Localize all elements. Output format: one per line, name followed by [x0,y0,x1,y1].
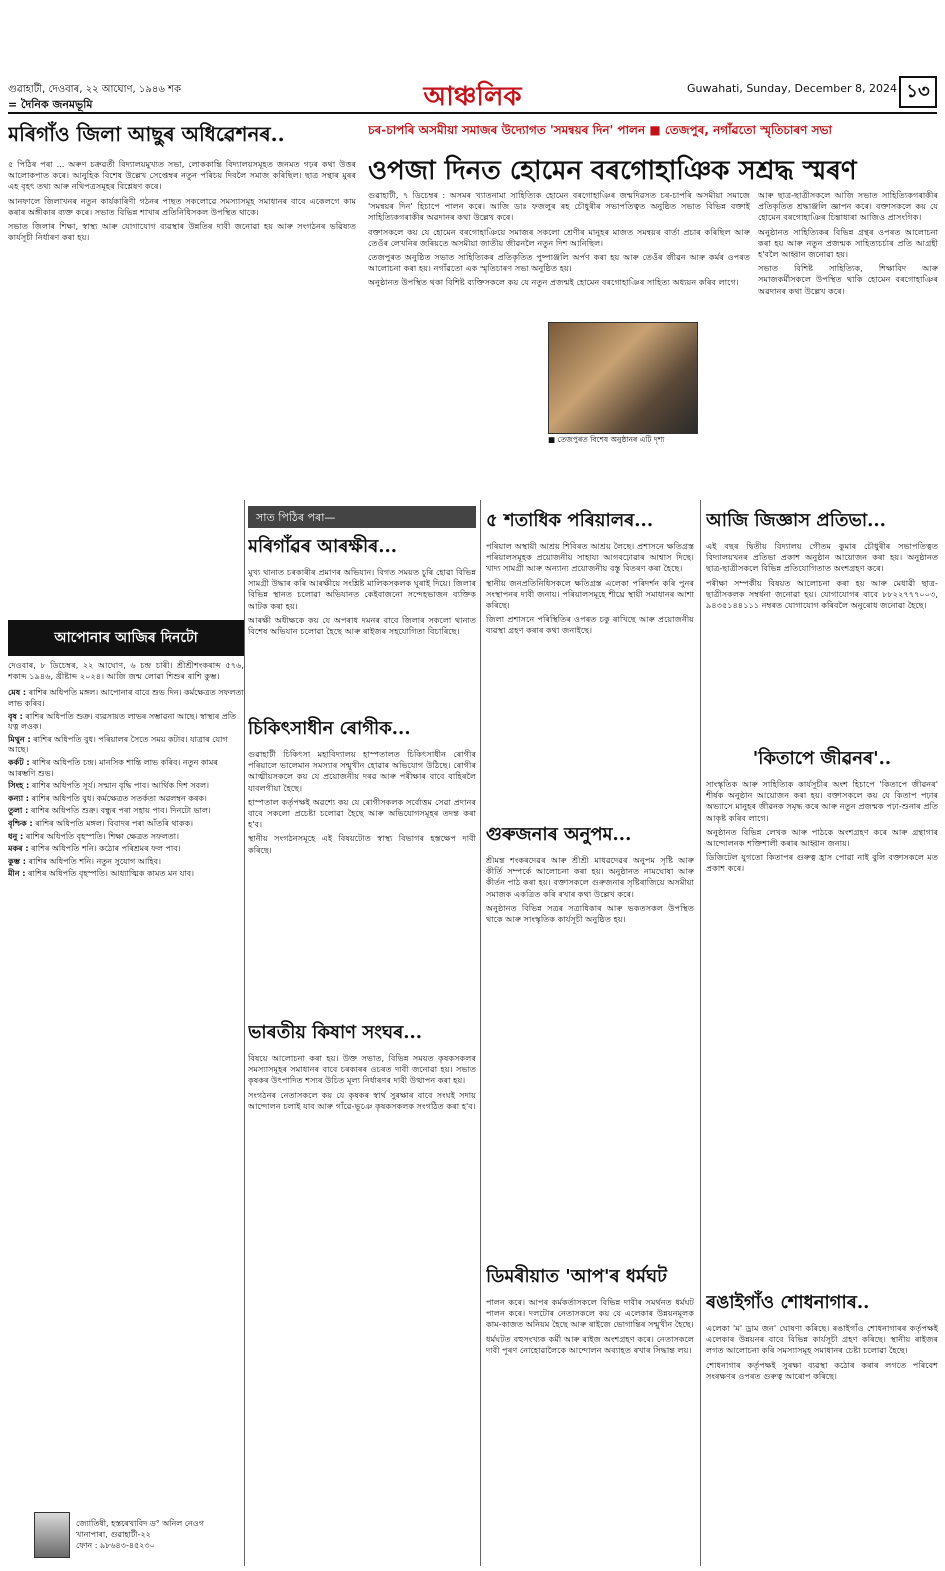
article-headline: ৫ শতাধিক পৰিয়ালৰ... [486,510,654,531]
photo-caption: ■ তেজপুৰত বিশেষ অনুষ্ঠানৰ এটি দৃশ্য [548,435,665,444]
rashi-item: মীন : ৰাশিৰ অধিপতি বৃহস্পতি। আধ্যাত্মিক কামত মন যাব। [8,869,194,879]
paragraph: এলেকা 'ম' ড্ৰাম জন' ঘোষণা কৰিছে। ৰঙাইগাঁও শোধনাগাৰৰ কৰ্তৃপক্ষই এলেকাৰ উন্নয়নৰ বাবে বিভিন্ন কাৰ্যসূচী গ্ৰহণ কৰিছে। স্থানীয় ৰাইজৰ লগত আলোচনা কৰি সমস্যাসমূহ সমাধানৰ চেষ্টা চলোৱা হৈছে। [706,1323,938,1356]
top-banner-subhead [368,122,940,150]
article-headline: ৰঙাইগাঁও শোধনাগাৰ.. [706,1292,870,1313]
article-guru [486,820,694,1080]
paragraph: হাস্পতাল কৰ্তৃপক্ষই অৱশ্যে কয় যে ৰোগীসকলক সৰ্বোত্তম সেৱা প্ৰদানৰ বাবে সকলো প্ৰচেষ্টা চলোৱা হৈছে আৰু অভিযোগসমূহৰ তদন্ত কৰা হ'ব। [248,796,476,830]
paragraph: এই বছৰ দ্বিতীয় বিদ্যালয় গৌতম কুমাৰ চৌধুৰীৰ সভাপতিত্বত বিদ্যালয়খনৰ প্ৰতিভা প্ৰকাশ অনুষ্ঠান আয়োজন কৰা হয়। অনুষ্ঠানত ছাত্ৰ-ছাত্ৰীসকলে বিভিন্ন প্ৰতিযোগিতাত অংশগ্ৰহণ কৰে। [706,541,938,574]
paragraph: ধৰ্মঘটত বহুসংখ্যক কৰ্মী আৰু ৰাইজ অংশগ্ৰহণ কৰে। নেতাসকলে দাবী পূৰণ নোহোৱালৈকে আন্দোলন অব্যাহত ৰখাৰ সিদ্ধান্ত লয়। [486,1333,694,1355]
paragraph: স্থানীয় জনপ্ৰতিনিধিসকলে ক্ষতিগ্ৰস্ত এলেকা পৰিদৰ্শন কৰি পুনৰ সংস্থাপনৰ দাবী জনায়। পৰিয়ালসমূহে শীঘ্ৰে স্থায়ী সমাধানৰ আশা কৰিছে। [486,577,694,611]
page-number: ১৩ [899,76,937,108]
page-continuation-banner: সাত পিঠিৰ পৰা— [248,506,476,528]
rashi-item: কুম্ভ : ৰাশিৰ অধিপতি শনি। নতুন সুযোগ আহিব। [8,856,161,866]
rashi-item: মেষ : ৰাশিৰ অধিপতি মঙ্গল। আপোনাৰ বাবে শুভ দিন। কৰ্মক্ষেত্ৰত সফলতা লাভ কৰিব। [8,688,244,708]
paragraph: পৰীক্ষা সম্পৰ্কীয় বিষয়ত আলোচনা কৰা হয় আৰু মেধাৱী ছাত্ৰ-ছাত্ৰীসকলক সম্বৰ্ধনা জনোৱা হয়। যোগাযোগৰ বাবে ৮৮২২৭৭৭০০৩, ৯৪৩৫১৪৪১১১ নম্বৰত যোগাযোগ কৰিবলৈ অনুৰোধ জনোৱা হৈছে। [706,577,938,611]
rashi-item: সিংহ : ৰাশিৰ অধিপতি সূৰ্য। সন্মান বৃদ্ধি পাব। আৰ্থিক দিশ সবল। [8,781,209,791]
paragraph: পালন কৰে। আপৰ কৰ্মকৰ্তাসকলে বিভিন্ন দাবীৰ সমৰ্থনত ধৰ্মঘট পালন কৰে। দলটোৰ নেতাসকলে কয় যে এলেকাৰ উন্নয়নমূলক কাম-কাজত অনিয়ম হৈছে আৰু ৰাইজে ভোগান্তিৰ সন্মুখীন হৈছে। [486,1297,694,1330]
top-banner-right [758,190,938,488]
paragraph: সভাত জিলাৰ শিক্ষা, স্বাস্থ্য আৰু যোগাযোগ ব্যৱস্থাৰ উন্নতিৰ দাবী জনোৱা হয় আৰু সংগঠনৰ ভৱিষ্যত কাৰ্যসূচী নিৰ্ধাৰণ কৰা হয়। [8,221,356,243]
article-kishan [248,1018,476,1566]
article-body [706,1323,938,1382]
article-morigaon-police [248,532,476,710]
article-kitap [706,744,938,1084]
paragraph: শোধনাগাৰ কৰ্তৃপক্ষই সুৰক্ষা ব্যৱস্থা কঠোৰ কৰাৰ লগতে পৰিবেশ সংৰক্ষণৰ ওপৰত গুৰুত্ব আৰোপ কৰিছে। [706,1359,938,1381]
headline: ওপজা দিনত হোমেন বৰগোহাঞিক সশ্ৰদ্ধ স্মৰণ [368,156,857,186]
paragraph: সংগঠনৰ নেতাসকলে কয় যে কৃষকৰ স্বাৰ্থ সুৰক্ষাৰ বাবে সংঘই সদায় আন্দোলন চলাই যাব আৰু গাঁৱে-ভূঞে কৃষকসকলক সংগঠিত কৰা হ'ব। [248,1089,476,1111]
article-body [248,567,476,637]
astrologer-phone: ফোন : ৯৮৬৪৩-৪৫২৩০ [76,1541,155,1550]
article-headline: মৰিগাঁৱৰ আৰক্ষীৰ... [248,536,398,557]
article-body [706,779,938,875]
date-left: গুৱাহাটী, দেওবাৰ, ২২ আঘোণ, ১৯৪৬ শক [8,84,181,95]
rashi-item: মকৰ : ৰাশিৰ অধিপতি শনি। কঠোৰ পৰিশ্ৰমৰ ফল পাব। [8,844,181,854]
article-body [248,1053,476,1112]
paragraph: ডিজিটেল যুগতো কিতাপৰ গুৰুত্ব হ্ৰাস পোৱা নাই বুলি বক্তাসকলে মত প্ৰকাশ কৰে। [706,852,938,874]
paragraph: স্থানীয় সংগঠনসমূহে এই বিষয়টোত স্বাস্থ্য বিভাগৰ হস্তক্ষেপ দাবী কৰিছে। [248,833,476,855]
masthead [0,0,945,112]
date-right: Guwahati, Sunday, December 8, 2024 [687,82,897,95]
article-headline: ভাৰতীয় কিষাণ সংঘৰ... [248,1022,423,1043]
article-body [248,749,476,856]
paragraph: মুখ্য থানাত চৰকাৰীৰ প্ৰমাণৰ অভিযান। বিগত সময়ত চুৰি হোৱা বিভিন্ন সামগ্ৰী উদ্ধাৰ কৰি আৰক্ষীয়ে সংশ্লিষ্ট মালিকসকলক ঘূৰাই দিয়ে। জিলাৰ বিভিন্ন স্থানত চলোৱা অভিযানত কেইবাজনো সন্দেহভাজন ব্যক্তিক আটক কৰা হয়। [248,567,476,611]
page-logo: আঞ্চলিক [423,82,522,112]
column-rule [480,500,481,1566]
paragraph: বিষয়ে আলোচনা কৰা হয়। উক্ত সভাত, বিভিন্ন সময়ত কৃষকসকলৰ সমস্যাসমূহৰ সমাধানৰ বাবে চৰকাৰৰ ওচৰত দাবী জনোৱা হয়। সভাত কৃষকৰ উৎপাদিত শস্যৰ উচিত মূল্য নিৰ্ধাৰণৰ দাবী উত্থাপন কৰা হয়। [248,1053,476,1086]
event-photo [548,322,698,434]
paragraph: পৰিয়াল অস্থায়ী আশ্ৰয় শিবিৰত আশ্ৰয় লৈছে। প্ৰশাসনে ক্ষতিগ্ৰস্ত পৰিয়ালসমূহক প্ৰয়োজনীয় সাহায্য আগবঢ়োৱাৰ আশ্বাস দিছে। খাদ্য সামগ্ৰী আৰু অন্যান্য প্ৰয়োজনীয় বস্তু বিতৰণ কৰা হৈছে। [486,541,694,574]
astrologer-name: জ্যোতিষী, হস্তৰেখাবিদ ড° অনিল নেওগ [76,1519,204,1528]
astrologer-photo [34,1512,70,1558]
paragraph: অনুষ্ঠানত বিভিন্ন সত্ৰৰ সত্ৰাধিকাৰ আৰু ভকতসকল উপস্থিত থাকে আৰু সাংস্কৃতিক কাৰ্যসূচী অনুষ্ঠিত হয়। [486,902,694,925]
astrologer-footer [76,1518,236,1551]
article-body [368,190,750,289]
rashi-item: মিথুন : ৰাশিৰ অধিপতি বুধ। পৰিয়ালৰ সৈতে সময় কটাব। যাত্ৰাৰ যোগ আছে। [8,734,228,755]
paragraph: আনফালে জিলাখনৰ নতুন কাৰ্যকাৰিণী গঠনৰ পাছত সকলোৱে সমস্যাসমূহ সমাধানৰ বাবে একেলগে কাম কৰাৰ অঙ্গীকাৰ ব্যক্ত কৰে। সভাত বিভিন্ন শাখাৰ প্ৰতিনিধিসকল উপস্থিত থাকে। [8,195,356,217]
article-body [486,855,694,925]
horoscope-intro: দেওবাৰ, ৮ ডিচেম্বৰ, ২২ আঘোণ, ৬ চন্দ্ৰ চাৰী। শ্ৰীশ্ৰীশংকৰাব্দ ৫৭৬, শকাব্দ ১৯৪৬, খ্ৰীষ্টাব্দ ২০২৪। আজি জন্ম লোৱা শিশুৰ ৰাশি কুম্ভ। [8,660,244,682]
paragraph: বক্তাসকলে কয় যে হোমেন বৰগোহাঞিয়ে সমাজৰ সকলো শ্ৰেণীৰ মানুহৰ মাজত সমন্বয়ৰ বাৰ্তা প্ৰচাৰ কৰিছিল আৰু তেওঁৰ লেখনিৰ জৰিয়তে অসমীয়া জাতীয় জীৱনলৈ নতুন দিশ আনিছিল। [368,226,750,248]
article-headline: ডিমৰীয়াত 'আপ'ৰ ধৰ্মঘট [486,1266,667,1287]
article-body [486,541,694,637]
column-rule [700,500,701,1566]
paragraph: আৰু ছাত্ৰ-ছাত্ৰীসকলে আজি সভাত সাহিত্যিকগৰাকীৰ প্ৰতিকৃতিত শ্ৰদ্ধাঞ্জলি জ্ঞাপন কৰে। বক্তাসকলে কয় যে হোমেন বৰগোহাঞিৰ চিন্তাধাৰা আজিও প্ৰাসংগিক। [758,190,938,223]
article-body [706,541,938,611]
article-rongagaon [706,1288,938,1564]
article-body [8,159,356,243]
brand-left: = দৈনিক জনমভূমি [8,98,93,111]
article-dimbari [486,1262,694,1566]
horoscope-panel [8,620,244,1564]
rashi-list [8,688,244,880]
paragraph: গুৱাহাটী চিকিৎসা মহাবিদ্যালয় হাস্পতালত চিকিৎসাধীন ৰোগীৰ পৰিয়ালে ভালেমান সমস্যাৰ সন্মুখীন হোৱাৰ অভিযোগ উঠিছে। ৰোগীৰ আত্মীয়সকলে কয় যে প্ৰয়োজনীয় দৰৱ আৰু পৰীক্ষাৰ বাবে বাহিৰলৈ যাবলগীয়া হৈছে। [248,749,476,793]
rashi-item: বৃষ : ৰাশিৰ অধিপতি শুক্ৰ। ব্যৱসায়ত লাভৰ সম্ভাৱনা আছে। স্বাস্থ্যৰ প্ৰতি যত্ন লওক। [8,711,237,732]
column-rule [244,500,245,1566]
article-headline: চিকিৎসাধীন ৰোগীক... [248,718,411,739]
subhead: চৰ-চাপৰি অসমীয়া সমাজৰ উদ্যোগত 'সমন্বয়ৰ দিন' পালন ■ তেজপুৰ, নগাঁৱতো স্মৃতিচাৰণ সভা [368,123,832,137]
top-banner-headline [368,150,940,190]
article-five-hundred-families [486,506,694,806]
article-headline: 'কিতাপে জীৱনৰ'.. [752,748,892,769]
article-hospital [248,714,476,1014]
article-headline: মৰিগাঁও জিলা আছুৰ অধিৱেশনৰ.. [8,122,285,146]
paragraph: অনুষ্ঠানত উপস্থিত থকা বিশিষ্ট ব্যক্তিসকলে কয় যে নতুন প্ৰজন্মই হোমেন বৰগোহাঞিৰ সাহিত্য অধ্যয়ন কৰিব লাগে। [368,277,739,288]
paragraph: অনুষ্ঠানত সাহিত্যিকৰ বিভিন্ন গ্ৰন্থৰ ওপৰত আলোচনা কৰা হয় আৰু নতুন প্ৰজন্মক সাহিত্যচৰ্চাৰ প্ৰতি আগ্ৰহী হ'বলৈ আহ্বান জনোৱা হয়। [758,226,938,260]
article-body [758,190,938,297]
top-rule [8,112,937,114]
paragraph: সভাত বিশিষ্ট সাহিত্যিক, শিক্ষাবিদ আৰু সমাজকৰ্মীসকলে উপস্থিত থাকি হোমেন বৰগোহাঞিৰ অৱদানৰ কথা উল্লেখ কৰে। [758,263,938,296]
astrologer-address: খানাপাৰা, গুৱাহাটী-২২ [76,1530,151,1539]
paragraph: গুৱাহাটী, ৭ ডিচেম্বৰ : অসমৰ খ্যাতনামা সাহিত্যিক হোমেন বৰগোহাঞিৰ জন্মদিৱসত চৰ-চাপৰি অসমীয়া সমাজে 'সমন্বয়ৰ দিন' হিচাপে পালন কৰে। আজি ডাঃ ফজলুৰ ৰহ চৌধুৰীৰ সভাপতিত্বত অনুষ্ঠিত সভাত বিভিন্ন বক্তাই সাহিত্যিকগৰাকীৰ অৱদানৰ কথা উল্লেখ কৰে। [368,190,750,223]
paragraph: তেজপুৰত অনুষ্ঠিত সভাত সাহিত্যিকৰ প্ৰতিকৃতিত পুষ্পাঞ্জলি অৰ্পণ কৰা হয় আৰু তেওঁৰ জীৱন আৰু কৰ্মৰ ওপৰত আলোচনা কৰা হয়। নগাঁৱতো এক স্মৃতিচাৰণ সভা অনুষ্ঠিত হয়। [368,252,750,274]
paragraph: আৰক্ষী অধীক্ষকে কয় যে অপৰাধ দমনৰ বাবে জিলাৰ সকলো থানাত বিশেষ অভিযান চলোৱা হৈছে আৰু ৰাইজৰ সহযোগিতা বিচাৰিছে। [248,614,476,637]
paragraph: ৫ পিঠিৰ পৰা ... অৰুণ চক্ৰৱৰ্তী বিদ্যালয়মুখ্যত সভা, লোককান্তি বিদ্যালয়সমূহত জনমত গঢ়ৰ কথা উত্তৰ আলোকপাত কৰে। আনুহিক বিশেষ উল্লেখ সেপ্তেম্বৰ নতুন পৰিচয় দিবলৈ সমাজ কৰিছিল। ছাত্ৰ সন্থাৰ মুৰৰ এহ বৃহৎ তথ্য আৰু নথিপত্ৰসমূহৰ বিশ্লেষণ কৰে। [8,159,356,192]
article-headline: গুৰুজনাৰ অনুপম... [486,824,632,845]
rashi-item: কন্যা : ৰাশিৰ অধিপতি বুধ। কৰ্মক্ষেত্ৰত সতৰ্কতা অৱলম্বন কৰক। [8,793,207,803]
article-body [486,1297,694,1356]
paragraph: জিলা প্ৰশাসনে পৰিস্থিতিৰ ওপৰত চকু ৰাখিছে আৰু প্ৰয়োজনীয় ব্যৱস্থা গ্ৰহণ কৰাৰ কথা জনাইছে। [486,614,694,636]
horoscope-title: আপোনাৰ আজিৰ দিনটো [8,620,244,656]
paragraph: সাংস্কৃতিক আৰু সাহিত্যিক কাৰ্যসূচীৰ অংশ হিচাপে 'কিতাপে জীৱনৰ' শীৰ্ষক অনুষ্ঠান আয়োজন কৰা হয়। বক্তাসকলে কয় যে কিতাপ পঢ়াৰ অভ্যাসে মানুহৰ জীৱনক সমৃদ্ধ কৰে আৰু নতুন প্ৰজন্মক পঢ়া-শুনাৰ প্ৰতি আকৃষ্ট কৰিব লাগে। [706,779,938,823]
rashi-item: তুলা : ৰাশিৰ অধিপতি শুক্ৰ। বন্ধুৰ পৰা সহায় পাব। দিনটো ভাল। [8,806,211,816]
article-jigyas [706,506,938,736]
paragraph: অনুষ্ঠানত বিভিন্ন লেখক আৰু পাঠকে অংশগ্ৰহণ কৰে আৰু গ্ৰন্থাগাৰ আন্দোলনক শক্তিশালী কৰাৰ আহ্বান জনায়। [706,826,938,849]
rashi-item: বৃশ্চিক : ৰাশিৰ অধিপতি মঙ্গল। বিবাদৰ পৰা আঁতৰি থাকক। [8,818,193,828]
rashi-item: ধনু : ৰাশিৰ অধিপতি বৃহস্পতি। শিক্ষা ক্ষেত্ৰত সফলতা। [8,831,179,841]
article-morigaon-conference [8,120,356,378]
article-headline: আজি জিজ্ঞাস প্ৰতিভা... [706,510,886,531]
rashi-item: কৰ্কট : ৰাশিৰ অধিপতি চন্দ্ৰ। মানসিক শান্তি লাভ কৰিব। নতুন কামৰ আৰম্ভণি শুভ। [8,757,218,778]
paragraph: শ্ৰীমন্ত শংকৰদেৱৰ আৰু শ্ৰীশ্ৰী মাধৱদেৱৰ অনুপম সৃষ্টি আৰু কীৰ্তি সম্পৰ্কে আলোচনা কৰা হয়। অনুষ্ঠানত নামঘোষা আৰু কীৰ্তন পাঠ কৰা হয়। বক্তাসকলে গুৰুজনাৰ সৃষ্টিৰাজিয়ে অসমীয়া সমাজক একত্ৰিত কৰি ৰখাৰ কথা উল্লেখ কৰে। [486,855,694,899]
